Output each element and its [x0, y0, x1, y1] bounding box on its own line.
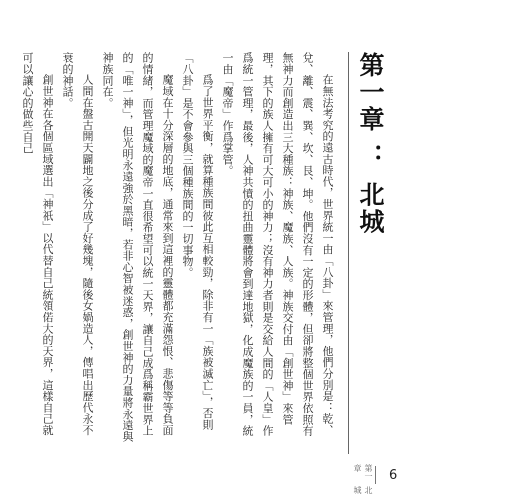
title-rule	[348, 52, 349, 454]
running-head-chapter: 第一章	[353, 464, 373, 480]
paragraph: 在無法考究的遠古時代，世界統一由「八卦」來管理，他們分別是：乾、兌、離、震、巽、坎、艮、坤。他們沒有一定的形體，但卻將整個世界依照有無神力而創造出三大種族：神族、魔族、人族。神族交付由「創世神」來管理，其下的族人擁有可大可小的神力；沒有神力者則是交給人間的「人皇」作爲統一管理，最後，人神共憤的扭曲靈體將會到達地獄，化成魔族的一員，統一由「魔帝」作爲掌管。	[221, 52, 334, 437]
running-head-title: 北城	[353, 485, 373, 494]
paragraph: 創世神在各個區域選出「神祇」以代替自己統領偌大的天界，這樣自己就可以讓心的做些自己	[21, 52, 54, 436]
paragraph: 爲了世界平衡，就算種族間彼此互相較勁，除非有一「族被滅亡」，否則「八卦」是不會參與三個種族間的一切事物。	[181, 52, 214, 431]
footer-divider	[375, 466, 376, 484]
body-text	[17, 52, 337, 442]
chapter-title: 第一章 ： 北城	[356, 52, 385, 236]
running-head	[352, 464, 374, 500]
paragraph: 魔域在十分深層的地底，通常來到這裡的靈體都充滿怨恨、悲傷等等負面的情緒，而管理魔域的魔帝一直很希望可以統一天界，讓自己成爲稱霸世界上的「唯一神」，但光明永遠強於黑暗，若非心智被迷惑，創世神的力量將永遠與神族同在。	[101, 52, 174, 442]
page-number: 6	[389, 468, 398, 483]
paragraph: 人間在盤古開天闢地之後分成了好幾塊，隨後女媧造人，傳唱出歷代永不衰的神話。	[61, 52, 94, 436]
